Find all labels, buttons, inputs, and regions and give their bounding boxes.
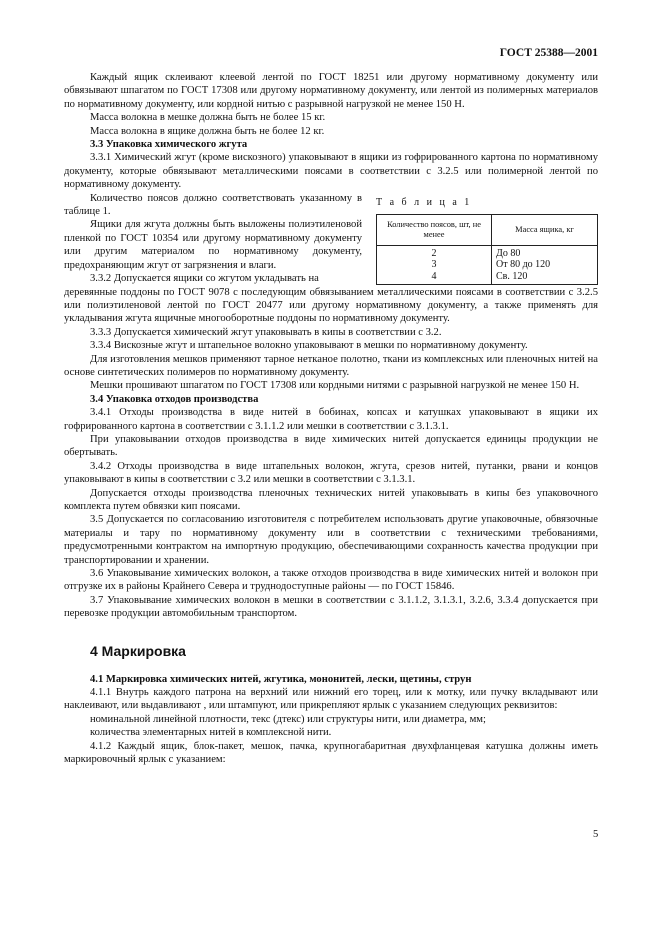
list-item: количества элементарных нитей в комплексной нити. — [90, 727, 332, 739]
table-row — [377, 246, 598, 285]
cell-value: 3 — [431, 259, 437, 271]
paragraph: Допускается отходы производства пленочных технических нитей упаковывать в кипы без упаковочного комплекта путем обвязки кип поясами. — [64, 487, 598, 512]
section-heading-3-4: 3.4 Упаковка отходов производства — [90, 393, 259, 405]
section-heading-4-1: 4.1 Маркировка химических нитей, жгутика, мононитей, лески, щетины, струн — [90, 673, 472, 685]
cell-value: От 80 до 120 — [496, 259, 551, 271]
paragraph-3-3-2-rest: деревянные поддоны по ГОСТ 9078 с последующим обвязыванием металлическими поясами в соответствии с 3.2.5 или полиэтиленовой лентой по ГОСТ 20477 или другому нормативному документу, а также применять для укладывания жгута ящичные многооборотные поддоны по нормативному документу. — [64, 286, 598, 325]
belts-table — [376, 214, 598, 285]
paragraph: Ящики для жгута должны быть выложены полиэтиленовой пленкой по ГОСТ 10354 или другому нормативному документу или другим материалом по нормативному документу, предохраняющим жгут от загрязнения и влаги. — [64, 219, 362, 271]
paragraph: Для изготовления мешков применяют тарное нетканое полотно, ткани из комплексных или пленочных нитей на основе синтетических полимеров по нормативному документу. — [64, 353, 598, 378]
document-code-header: ГОСТ 25388—2001 — [499, 47, 598, 59]
paragraph-3-3-1: 3.3.1 Химический жгут (кроме вискозного) упаковывают в ящики из гофрированного картона по нормативному документу, которые обвязывают металлическими поясами в соответствии с 3.2.5 или полимерной лентой по нормативному документу. — [64, 152, 598, 191]
paragraph-3-3-2-start: 3.3.2 Допускается ящики со жгутом укладывать на — [90, 273, 319, 285]
paragraph: Количество поясов должно соответствовать указанному в таблице 1. — [64, 192, 362, 218]
paragraph-4-1-1: 4.1.1 Внутрь каждого патрона на верхний или нижний его торец, или к мотку, или пучку вкладывают или наклеивают, или выдавливают , или штампуют, или прикрепляют ярлык с указанием следующих реквизитов: — [64, 687, 598, 712]
wrapped-text-column — [64, 192, 362, 286]
paragraph-3-3-4: 3.3.4 Вискозные жгут и штапельное волокно упаковывают в мешки по нормативному документу. — [90, 340, 528, 352]
paragraph: При упаковывании отходов производства в виде химических нитей допускается единицы продукции не обертывать. — [64, 433, 598, 459]
list-item: номинальной линейной плотности, текс (дтекс) или структуры нити, или диаметра, мм; — [90, 713, 486, 725]
table-header-cell: Масса ящика, кг — [492, 215, 598, 246]
cell-value: Св. 120 — [496, 270, 528, 282]
cell-value: 4 — [431, 270, 437, 282]
table-header-row — [377, 215, 598, 246]
paragraph-3-7: 3.7 Упаковывание химических волокон в мешки в соответствии с 3.1.1.2, 3.1.3.1, 3.2.6, 3.3.4 допускается при перевозке продукции автомобильным транспортом. — [64, 594, 598, 620]
table-cell-belts — [377, 246, 492, 285]
paragraph-3-4-2: 3.4.2 Отходы производства в виде штапельных волокон, жгута, срезов нитей, путанки, рвани и концов упаковывают в кипы в соответствии с 3.2 или мешки в соответствии с 3.1.3.1. — [64, 460, 598, 486]
paragraph: Масса волокна в ящике должна быть не более 12 кг. — [90, 125, 325, 137]
table-cell-mass — [492, 246, 598, 285]
cell-value: 2 — [431, 248, 437, 260]
paragraph: Мешки прошивают шпагатом по ГОСТ 17308 или кордными нитями с разрывной нагрузкой не менее 150 Н. — [90, 380, 580, 392]
chapter-heading-4: 4 Маркировка — [90, 642, 186, 659]
page-body — [64, 71, 598, 767]
paragraph-3-3-3: 3.3.3 Допускается химический жгут упаковывать в кипы в соответствии с 3.2. — [90, 326, 442, 338]
table-1 — [376, 196, 598, 286]
table-header-cell: Количество поясов, шт, не менее — [377, 215, 492, 246]
table-wrap-block — [64, 192, 598, 286]
paragraph-3-5: 3.5 Допускается по согласованию изготовителя с потребителем использовать другие упаковочные, обвязочные материалы и тару по нормативному документу или в соответствии с техническими требованиями, предусмотренными контрактом на импортную продукцию, обеспечивающими сохранность качества продукции при транспортировании и хранении. — [64, 514, 598, 566]
paragraph: Каждый ящик склеивают клеевой лентой по ГОСТ 18251 или другому нормативному документу или обвязывают шпагатом по ГОСТ 17308 или другому нормативному документу, или лентой из полимерных материалов по нормативному документу, или кордной нитью с разрывной нагрузкой не менее 150 Н. — [64, 72, 598, 110]
section-heading-3-3: 3.3 Упаковка химического жгута — [90, 139, 248, 151]
table-caption: Т а б л и ц а 1 — [376, 196, 472, 208]
paragraph-4-1-2: 4.1.2 Каждый ящик, блок-пакет, мешок, пачка, крупногабаритная двухфланцевая катушка должны иметь маркировочный ярлык с указанием: — [64, 740, 598, 766]
page-number: 5 — [593, 829, 599, 840]
paragraph-3-6: 3.6 Упаковывание химических волокон, а также отходов производства в виде химических нитей и волокон при отгрузке их в районы Крайнего Севера и труднодоступные районы — по ГОСТ 15846. — [64, 568, 598, 593]
paragraph-3-4-1: 3.4.1 Отходы производства в виде нитей в бобинах, копсах и катушках упаковывают в ящики их гофрированного картона в соответствии с 3.1.1.2 или мешки в соответствии с 3.1.3.1. — [64, 407, 598, 432]
paragraph: Масса волокна в мешке должна быть не более 15 кг. — [90, 112, 326, 124]
cell-value: До 80 — [496, 248, 521, 260]
